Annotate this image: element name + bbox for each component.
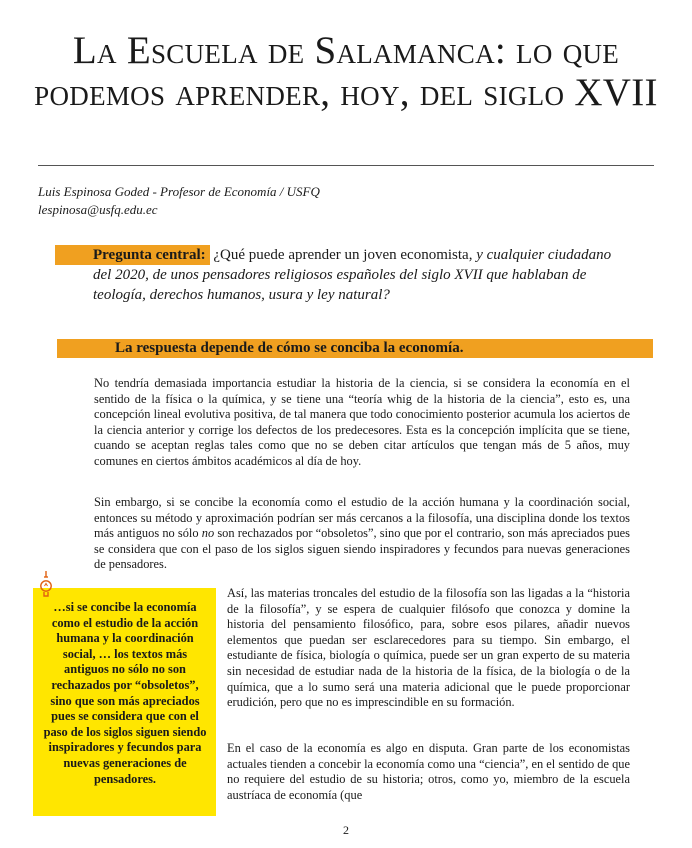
article-title: La Escuela de Salamanca: lo que podemos aprender, hoy, del siglo XVII <box>34 29 658 114</box>
question-label: Pregunta central: <box>55 245 210 265</box>
paragraph-2-emphasis: no <box>201 526 215 541</box>
author-email[interactable]: lespinosa@usfq.edu.ec <box>38 202 158 217</box>
body-paragraph-4: En el caso de la economía es algo en disputa. Gran parte de los economistas actuales tienden a concebir la economía como una “ciencia”, en el sentido de que no requiere del estudio de su historia; otros, como yo, miembro de la escuela austríaca de economía (que <box>227 741 630 802</box>
body-paragraph-2 <box>94 495 630 573</box>
question-lead: ¿Qué puede aprender un joven economista, <box>213 247 473 263</box>
author-line: Luis Espinosa Goded - Profesor de Economía / USFQ <box>38 184 320 199</box>
lightbulb-icon <box>38 571 54 601</box>
section-heading-bar <box>57 339 653 358</box>
paragraph-2-part-b: son rechazados por “obsoletos”, sino que por el contrario, son más apreciados pues se considera que con el paso de los siglos siguen siendo inspiradores y fecundos para nuevas generaciones de pensadores. <box>94 526 630 572</box>
body-paragraph-1: No tendría demasiada importancia estudiar la historia de la ciencia, si se considera la economía en el sentido de la física o la química, y se tiene una “teoría whig de la historia de la ciencia”, esto es, una concepción lineal evolutiva positiva, de tal manera que todo conocimiento posterior acumula los aciertos de la ciencia anterior y corrige los defectos de los predecesores. Esta es la concepción implícita que se tiene, cuando se aceptan reglas tales como que no se deben citar artículos que tengan más de 5 años, muy comunes en ciertos ámbitos académicos al día de hoy. <box>94 376 630 468</box>
body-paragraph-3: Así, las materias troncales del estudio de la filosofía son las ligadas a la “historia de la filosofía”, y se espera de cualquier filósofo que conozca y domine la historia del pensamiento filosófico, para, sobre esos pilares, añadir nuevos elementos que puedan ser esclarecedores para su tiempo. Sin embargo, el estudiante de física, biología o química, puede ser un gran experto de su materia sin necesidad de estudiar nada de la historia de la física, de la biología o de la química, que a lo sumo será una materia adicional que le puede proporcionar erudición, pero que no es imprescindible en su formación. <box>227 586 630 710</box>
section-heading: La respuesta depende de cómo se conciba la economía. <box>115 340 464 356</box>
paragraph-2-part-a: Sin embargo, si se concibe la economía como el estudio de la acción humana y la coordinación social, entonces su método y aproximación podrían ser más cercanos a la filosofía, una disciplina donde los textos más antiguos no sólo <box>94 495 630 541</box>
central-question <box>93 245 633 305</box>
page-number: 2 <box>343 823 349 837</box>
author-block <box>38 183 320 219</box>
pull-quote-text: …si se concibe la economía como el estudio de la acción humana y la coordinación social, … los textos más antiguos no sólo no son rechazados por “obsoletos”, sino que son más apreciados pues se considera que con el paso de los siglos siguen siendo inspiradores y fecundos para nuevas generaciones de pensadores. <box>43 600 207 786</box>
title-divider <box>38 165 654 166</box>
question-text: y cualquier ciudadano del 2020, de unos pensadores religiosos españoles del siglo XVII que hablaban de teología, derechos humanos, usura y ley natural? <box>93 247 612 303</box>
